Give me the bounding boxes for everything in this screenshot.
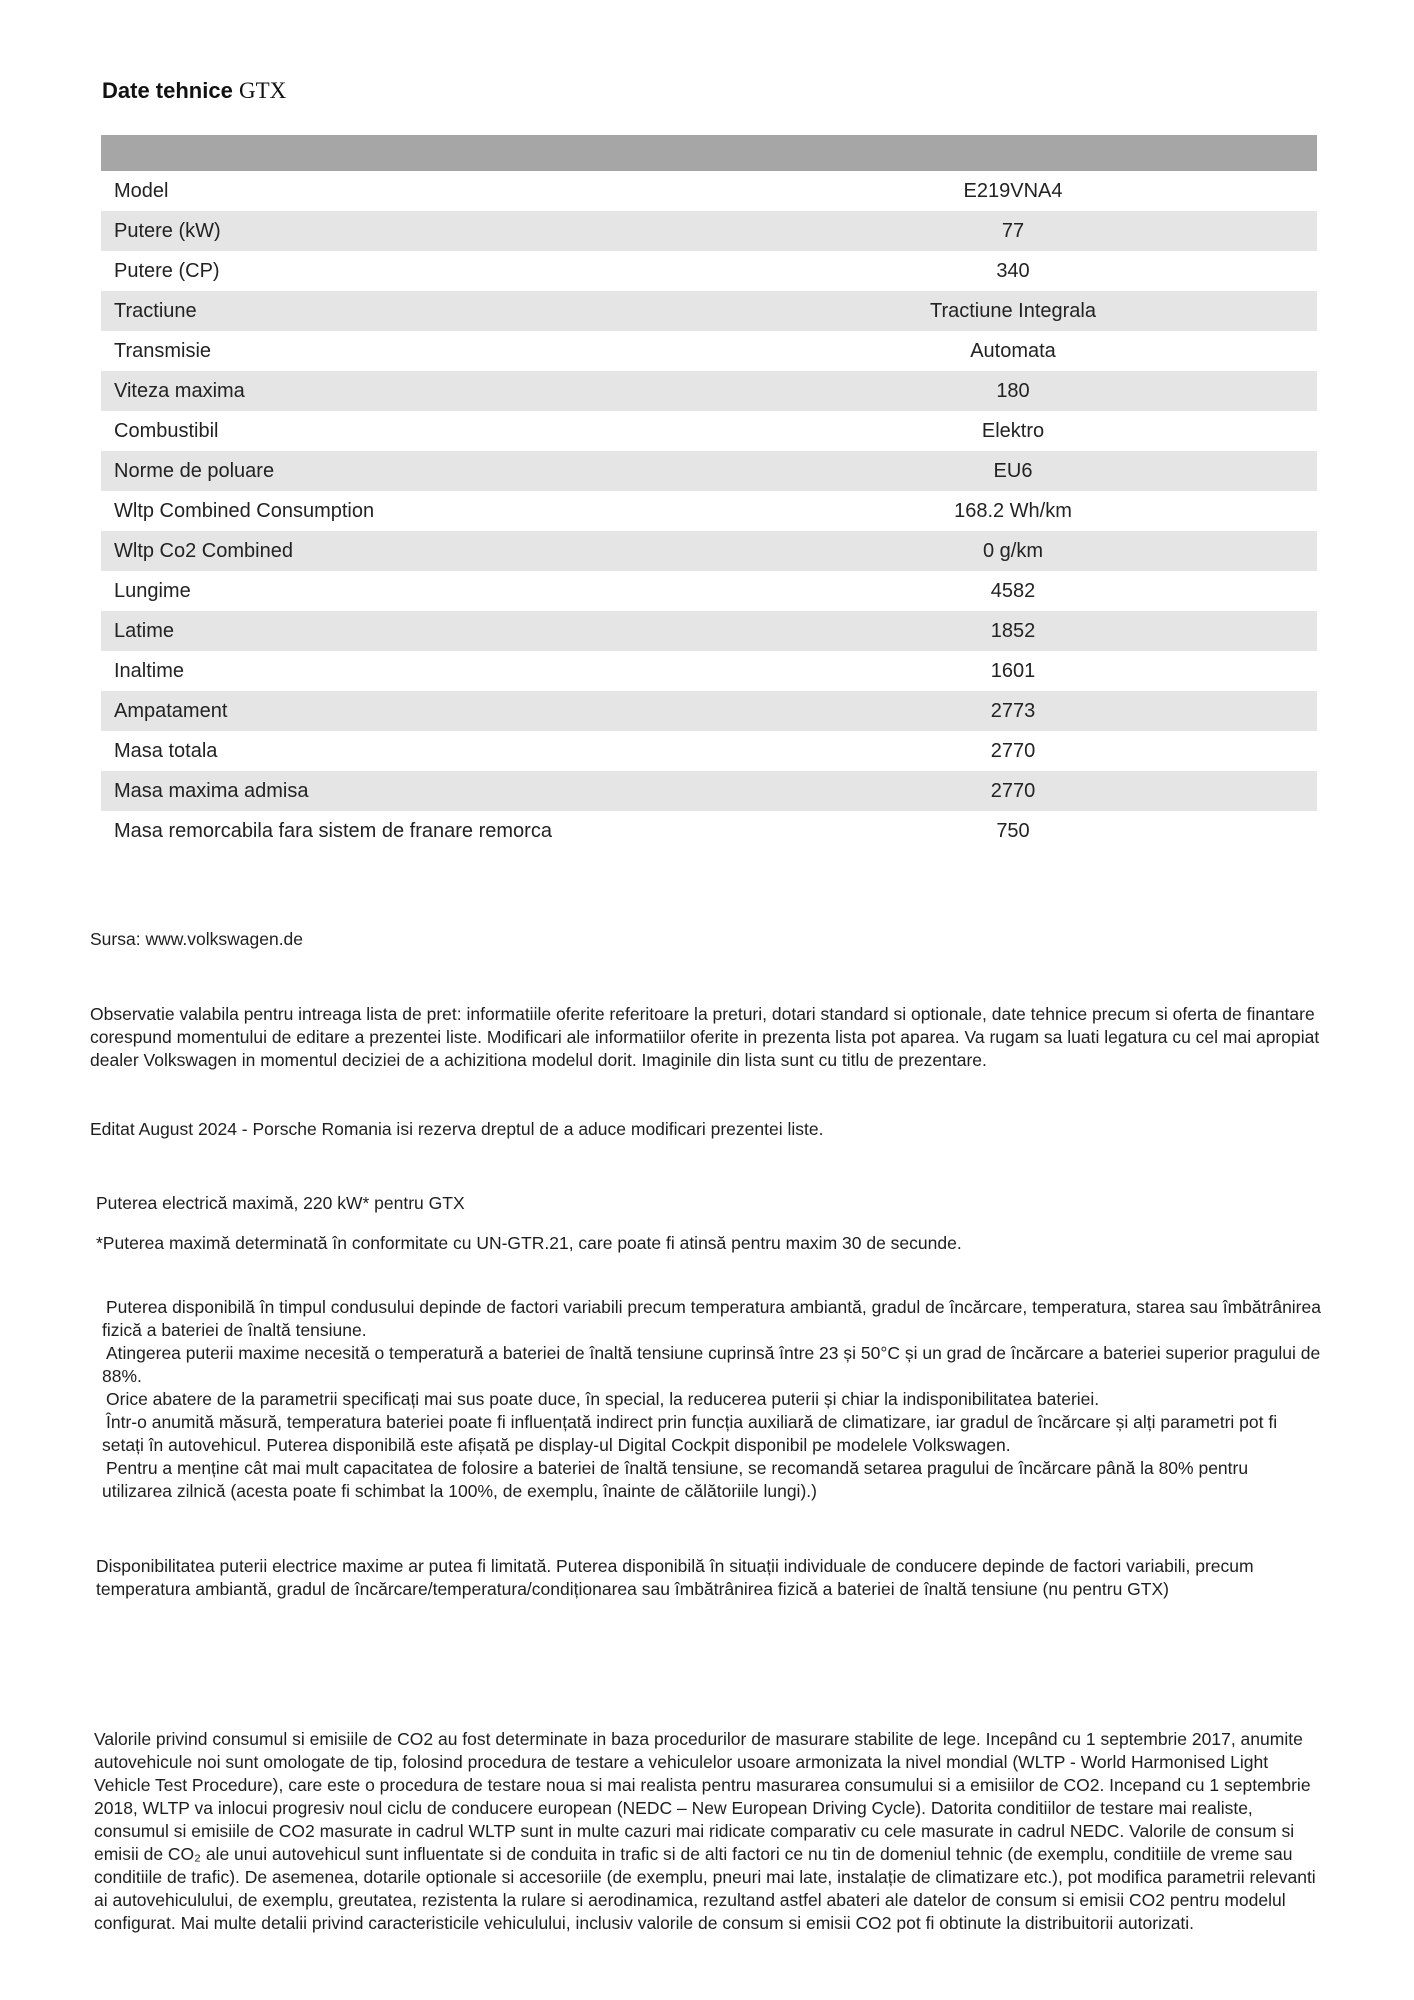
spec-label: Viteza maxima (101, 371, 709, 411)
table-row (101, 371, 1317, 411)
power-detail-paragraph: Orice abatere de la parametrii specificați mai sus poate duce, în special, la reducerea puterii și chiar la indisponibilitatea bateriei. (106, 1389, 1100, 1409)
spec-value: 2773 (709, 691, 1317, 731)
spec-value: 4582 (990, 579, 1036, 602)
table-row (101, 251, 1317, 291)
spec-label: Putere (CP) (114, 259, 220, 282)
table-row (101, 171, 1317, 211)
spec-label: Transmisie (114, 339, 212, 362)
spec-value: 2770 (990, 739, 1036, 762)
table-row (101, 451, 1317, 491)
spec-value: 180 (709, 371, 1317, 411)
page-title-label: Date tehnice (102, 78, 233, 103)
spec-table-body (101, 171, 1317, 851)
spec-label: Tractiune (101, 291, 709, 331)
power-detail-paragraph: Pentru a menține cât mai mult capacitatea de folosire a bateriei de înaltă tensiune, se recomandă setarea pragului de încărcare până la 80% pentru utilizarea zilnică (acesta poate fi schimbat la 100%, de exemplu, înainte de călătoriile lungi).) (102, 1458, 1249, 1501)
wltp-text: Valorile privind consumul si emisiile de CO2 au fost determinate in baza procedurilor de masurare stabilite de lege. Incepând cu 1 septembrie 2017, anumite autovehicule noi sunt omologate de tip, folosind procedura de testare a vehiculelor usoare armonizata la nivel mondial (WLTP - World Harmonised Light Vehicle Test Procedure), care este o procedura de testare noua si mai realista pentru masurarea consumului si a emisiilor de CO2. Incepand cu 1 septembrie 2018, WLTP va inlocui progresiv noul ciclu de conducere european (NEDC – New European Driving Cycle). Datorita conditiilor de testare mai realiste, consumul si emisiile de CO2 masurate in cadrul WLTP sunt in multe cazuri mai ridicate comparativ cu cele masurate in cadrul NEDC. Valorile de consum si emisii de CO₂ ale unui autovehicul sunt influentate si de conduita in trafic si de alti factori ce nu tin de domeniul tehnic (de exemplu, conditiile de vreme sau conditiile de trafic). De asemenea, dotarile optionale si accesoriile (de exemplu, pneuri mai late, instalație de climatizare etc.), pot modifica parametrii relevanti ai autovehiculului, de exemplu, greutatea, rezistenta la rulare si aerodinamica, rezultand astfel abateri ale datelor de consum si emisii CO2 pentru modelul configurat. Mai multe detalii privind caracteristicile vehiculului, inclusiv valorile de consum si emisii CO2 pot fi obtinute la distribuitorii autorizati. (94, 1729, 1316, 1933)
spec-label: Putere (kW) (101, 211, 709, 251)
observation-text: Observatie valabila pentru intreaga lista de pret: informatiile oferite referitoare la preturi, dotari standard si optionale, date tehnice precum si oferta de finantare corespund momentului de editare a prezentei liste. Modificari ale informatiilor oferite in prezenta lista pot aparea. Va rugam sa luati legatura cu cel mai apropiat dealer Volkswagen in momentul deciziei de a achizitiona modelul dorit. Imaginile din lista sunt cu titlu de prezentare. (90, 1004, 1320, 1070)
spec-value: EU6 (709, 451, 1317, 491)
spec-label: Inaltime (114, 659, 185, 682)
power-max-note (96, 1192, 465, 1215)
price-list-observation (90, 1003, 1320, 1072)
spec-value: 2770 (709, 771, 1317, 811)
spec-label: Masa totala (114, 739, 218, 762)
edited-note (90, 1118, 823, 1141)
spec-value: Elektro (981, 419, 1045, 442)
spec-label: Masa remorcabila fara sistem de franare remorca (114, 819, 552, 842)
spec-value: Tractiune Integrala (709, 291, 1317, 331)
power-max-text: Puterea electrică maximă, 220 kW* pentru GTX (96, 1193, 465, 1213)
spec-label: Norme de poluare (101, 451, 709, 491)
footnote-text: *Puterea maximă determinată în conformitate cu UN-GTR.21, care poate fi atinsă pentru maxim 30 de secunde. (96, 1233, 962, 1253)
power-detail-paragraph: Atingerea puterii maxime necesită o temperatură a bateriei de înaltă tensiune cuprinsă între 23 și 50°C și un grad de încărcare a bateriei superior pragului de 88%. (102, 1343, 1321, 1386)
wltp-note (94, 1728, 1324, 1935)
edited-text: Editat August 2024 - Porsche Romania isi rezerva dreptul de a aduce modificari prezentei liste. (90, 1119, 824, 1139)
spec-value: 340 (996, 259, 1030, 282)
spec-value: 168.2 Wh/km (954, 499, 1072, 522)
table-row (101, 651, 1317, 691)
power-details (102, 1296, 1322, 1503)
power-footnote (96, 1232, 962, 1255)
spec-label: Wltp Combined Consumption (114, 499, 375, 522)
table-row (101, 691, 1317, 731)
page-title (102, 78, 286, 104)
table-row (101, 731, 1317, 771)
table-row (101, 331, 1317, 371)
spec-value: E219VNA4 (963, 179, 1063, 202)
spec-label: Ampatament (101, 691, 709, 731)
spec-value: Automata (970, 339, 1056, 362)
spec-label: Lungime (114, 579, 191, 602)
source-text: Sursa: www.volkswagen.de (90, 929, 304, 949)
spec-label: Model (114, 179, 169, 202)
spec-value: 77 (709, 211, 1317, 251)
table-row (101, 411, 1317, 451)
page-title-model: GTX (238, 78, 287, 103)
table-row (101, 811, 1317, 851)
table-row (101, 571, 1317, 611)
availability-text: Disponibilitatea puterii electrice maxime ar putea fi limitată. Puterea disponibilă în situații individuale de conducere depinde de factori variabili, precum temperatura ambiantă, gradul de încărcare/temperatura/condiționarea sau îmbătrânirea fizică a bateriei de înaltă tensiune (nu pentru GTX) (96, 1556, 1254, 1599)
table-row (101, 531, 1317, 571)
spec-value: 1601 (990, 659, 1036, 682)
table-row (101, 611, 1317, 651)
spec-value: 0 g/km (709, 531, 1317, 571)
table-row (101, 291, 1317, 331)
source-note (90, 928, 303, 951)
availability-note (96, 1555, 1322, 1601)
power-detail-paragraph: Puterea disponibilă în timpul condusului depinde de factori variabili precum temperatura ambiantă, gradul de încărcare, temperatura, starea sau îmbătrânirea fizică a bateriei de înaltă tensiune. (102, 1297, 1321, 1340)
spec-label: Latime (101, 611, 709, 651)
spec-table-header (101, 135, 1317, 171)
spec-label: Masa maxima admisa (101, 771, 709, 811)
spec-table (101, 135, 1317, 851)
power-detail-paragraph: Într-o anumită măsură, temperatura bateriei poate fi influențată indirect prin funcția auxiliară de climatizare, iar gradul de încărcare și alți parametri pot fi setați în autovehicul. Puterea disponibilă este afișată pe display-ul Digital Cockpit disponibil pe modelele Volkswagen. (102, 1412, 1278, 1455)
table-row (101, 771, 1317, 811)
spec-value: 750 (996, 819, 1030, 842)
spec-value: 1852 (709, 611, 1317, 651)
spec-label: Wltp Co2 Combined (101, 531, 709, 571)
table-row (101, 491, 1317, 531)
table-row (101, 211, 1317, 251)
spec-label: Combustibil (114, 419, 219, 442)
